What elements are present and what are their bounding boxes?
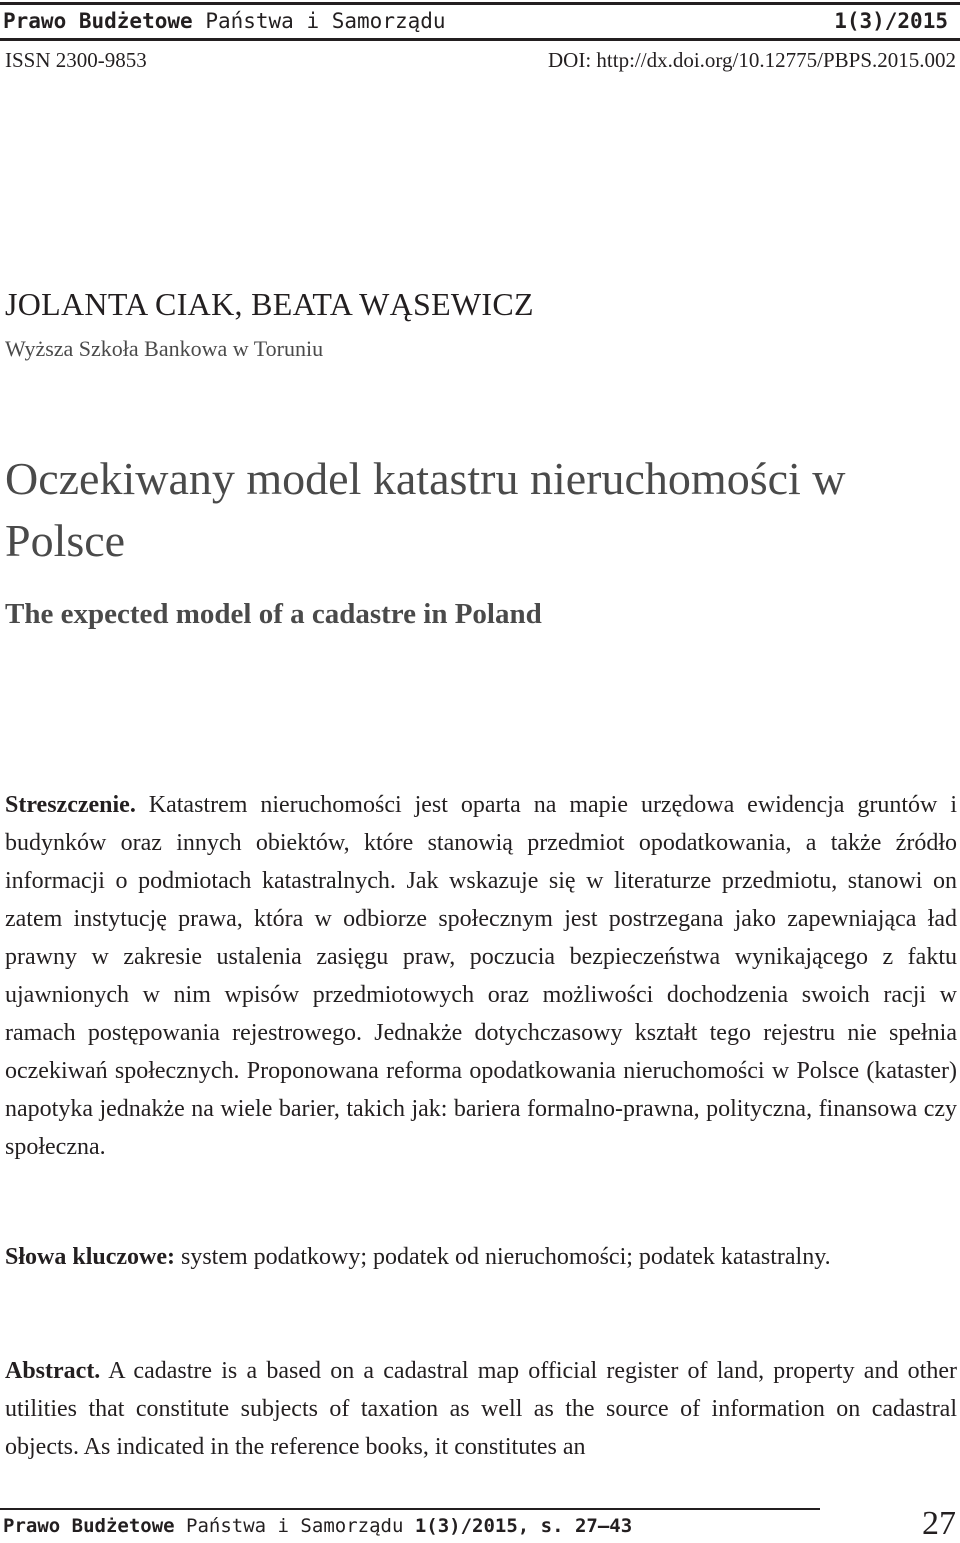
keywords-label: Słowa kluczowe: [5,1244,175,1270]
page-number: 27 [922,1505,956,1542]
abstract-polish-label: Streszczenie. [5,792,136,818]
issn: ISSN 2300-9853 [5,48,147,72]
top-rule [0,2,960,5]
abstract-english [5,1352,957,1466]
keywords-polish [5,1238,957,1276]
abstract-english-text: A cadastre is a based on a cadastral map official register of land, property and other utilities that constitute subjects of taxation as well as the source of information on cadastral objects. As indicated in the reference books, it constitutes an [5,1358,957,1460]
keywords-text: system podatkowy; podatek od nieruchomości; podatek katastralny. [175,1244,831,1270]
header-rule [0,38,960,41]
running-header [3,6,948,36]
abstract-english-label: Abstract. [5,1358,101,1384]
article-subtitle: The expected model of a cadastre in Poland [5,598,542,630]
affiliation: Wyższa Szkoła Bankowa w Toruniu [5,336,324,361]
abstract-polish-text: Katastrem nieruchomości jest oparta na mapie urzędowa ewidencja gruntów i budynków oraz innych obiektów, które stanowią przedmiot opodatkowania, a także źródło informacji o podmiotach katastralnych. Jak wskazuje się w literaturze przedmiotu, stanowi on zatem instytucję prawa, która w odbiorze społecznym jest postrzegana jako zapewniająca ład prawny w zakresie ustalenia zasięgu praw, poczucia bezpieczeństwa wynikającego z faktu ujawnionych w nim wpisów przedmiotowych oraz możliwości dochodzenia swoich racji w ramach postępowania rejestrowego. Jednakże dotychczasowy kształt tego rejestru nie spełnia oczekiwań społecznych. Proponowana reforma opodatkowania nieruchomości w Polsce (kataster) napotyka jednakże na wiele barier, takich jak: bariera formalno-prawna, polityczna, finansowa czy społeczna. [5,792,957,1160]
issue-number: 1(3)/2015 [834,9,948,33]
doi-link[interactable]: DOI: http://dx.doi.org/10.12775/PBPS.2015.002 [548,48,956,72]
running-footer: Prawo Budżetowe Państwa i Samorządu 1(3)/2015, s. 27–43 [3,1515,633,1537]
footer-rule [0,1508,820,1510]
journal-name: Prawo Budżetowe Państwa i Samorządu [3,9,446,33]
authors: JOLANTA CIAK, BEATA WĄSEWICZ [5,286,534,322]
abstract-polish [5,786,957,1166]
article-title: Oczekiwany model katastru nieruchomości w Polsce [5,453,846,566]
